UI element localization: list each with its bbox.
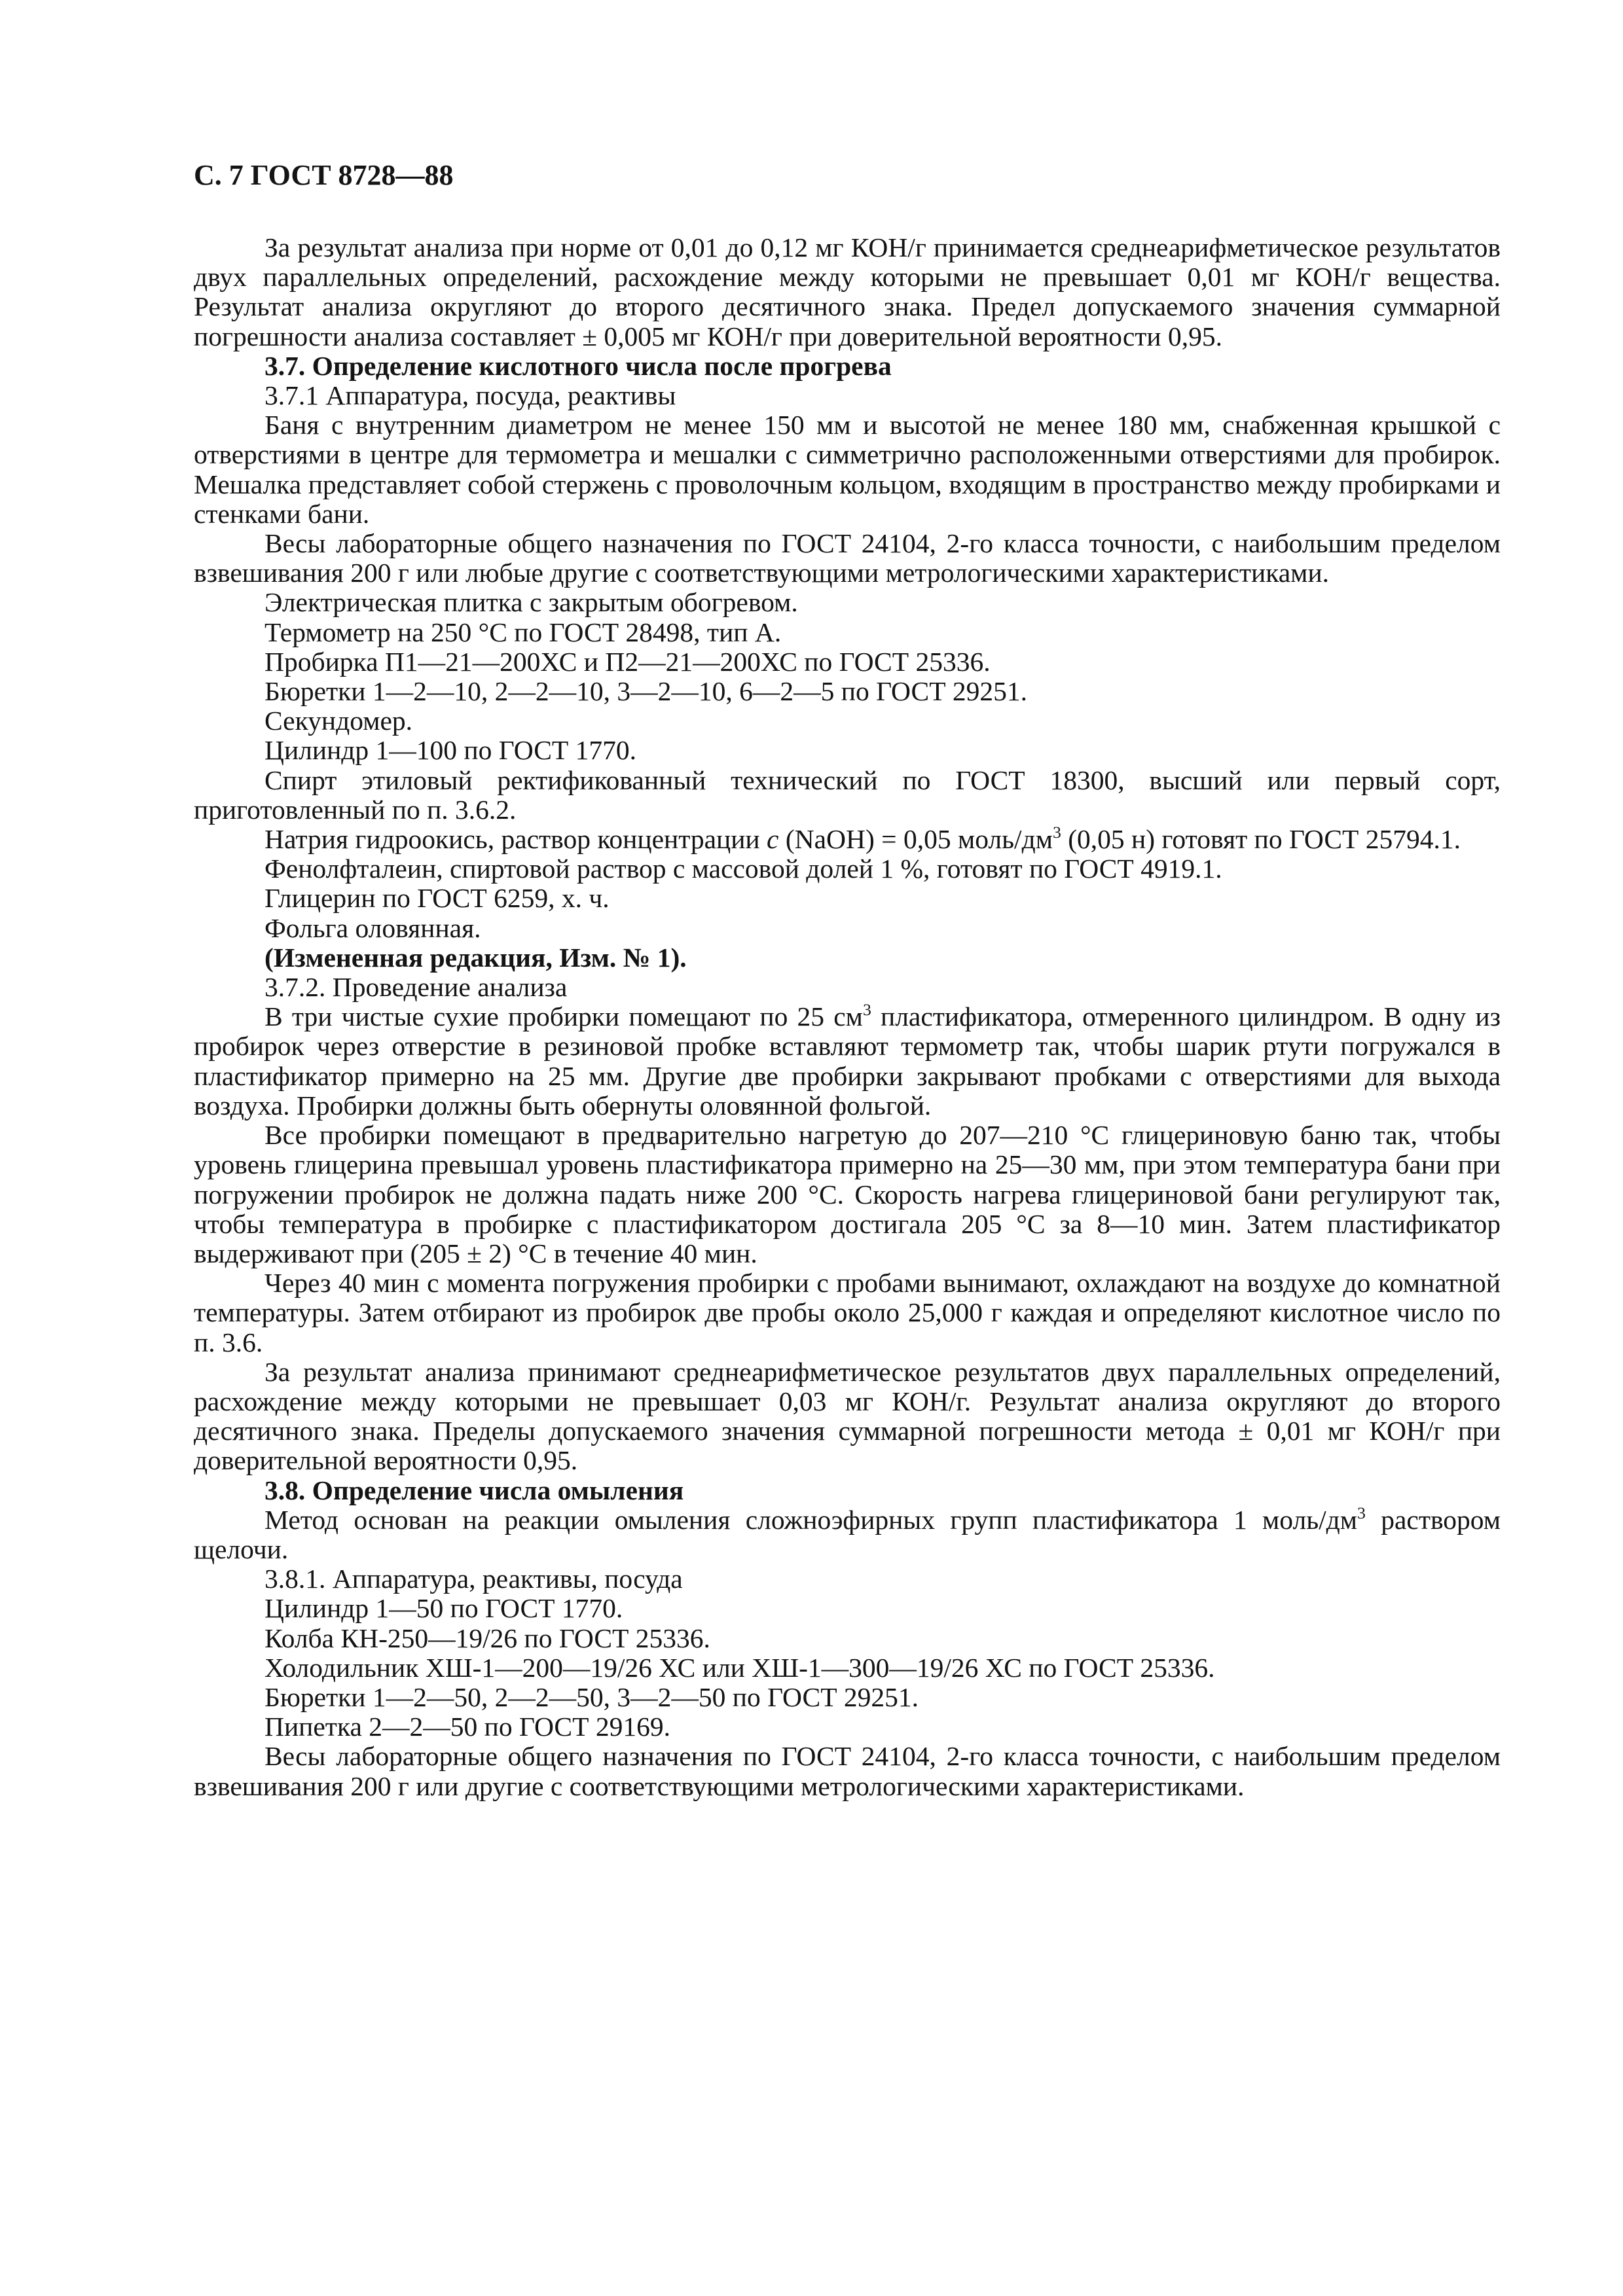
paragraph: Баня с внутренним диаметром не менее 150 мм и высотой не менее 180 мм, снабженная крышкой с отверстиями в центре для термометра и мешалки с симметрично расположенными отверстиями для пробирок. Мешалка представляет собой стержень с проволочным кольцом, входящим в пространство между пробирками и стенками бани.: [194, 410, 1501, 529]
list-item: Пробирка П1—21—200ХС и П2—21—200ХС по ГОСТ 25336.: [264, 646, 991, 677]
subsection-heading: 3.7.2. Проведение анализа: [264, 972, 568, 1003]
document-body: [194, 233, 1501, 1801]
list-item: Пипетка 2—2—50 по ГОСТ 29169.: [264, 1712, 670, 1742]
section-heading: 3.7. Определение кислотного числа после прогрева: [264, 350, 892, 381]
list-item: Глицерин по ГОСТ 6259, х. ч.: [264, 883, 610, 914]
paragraph: Натрия гидроокись, раствор концентрации c (NaOH) = 0,05 моль/$дм^3$ (0,05 н) готовят по ГОСТ 25794.1.: [264, 823, 1461, 855]
paragraph: Метод основан на реакции омыления сложноэфирных групп пластификатора 1 моль/$дм^3$ раствором щелочи.: [194, 1503, 1501, 1564]
paragraph: Спирт этиловый ректификованный технический по ГОСТ 18300, высший или первый сорт, приготовленный по п. 3.6.2.: [194, 764, 1501, 825]
paragraph: За результат анализа принимают среднеарифметическое результатов двух параллельных определений, расхождение между которыми не превышает 0,03 мг КОН/г. Результат анализа округляют до второго десятичного знака. Пределы допускаемого значения суммарной погрешности метода ± 0,01 мг КОН/г при доверительной вероятности 0,95.: [194, 1356, 1501, 1476]
list-item: Секундомер.: [264, 706, 413, 736]
paragraph: Через 40 мин с момента погружения пробирки с пробами вынимают, охлаждают на воздухе до комнатной температуры. Затем отбирают из пробирок две пробы около 25,000 г каждая и определяют кислотное число по п. 3.6.: [194, 1268, 1501, 1357]
list-item: Цилиндр 1—100 по ГОСТ 1770.: [264, 735, 636, 766]
list-item: Цилиндр 1—50 по ГОСТ 1770.: [264, 1593, 623, 1624]
subsection-heading: 3.8.1. Аппаратура, реактивы, посуда: [264, 1564, 683, 1594]
paragraph: За результат анализа при норме от 0,01 до 0,12 мг КОН/г принимается среднеарифметическое результатов двух параллельных определений, расхождение между которыми не превышает 0,01 мг КОН/г вещества. Результат анализа округляют до второго десятичного знака. Предел допускаемого значения суммарной погрешности анализа составляет ± 0,005 мг КОН/г при доверительной вероятности 0,95.: [194, 232, 1501, 351]
paragraph: В три чистые сухие пробирки помещают по 25 $см^3$ пластификатора, отмеренного цилиндром. В одну из пробирок через отверстие в резиновой пробке вставляют термометр так, чтобы шарик ртути погружался в пластификатор примерно на 25 мм. Другие две пробирки закрывают пробками с отверстиями для выхода воздуха. Пробирки должны быть обернуты оловянной фольгой.: [194, 1000, 1501, 1121]
subsection-heading: 3.7.1 Аппаратура, посуда, реактивы: [264, 380, 676, 411]
paragraph: Все пробирки помещают в предварительно нагретую до 207—210 °С глицериновую баню так, чтобы уровень глицерина превышал уровень пластификатора примерно на 25—30 мм, при этом температура бани при погружении пробирок не должна падать ниже 200 °С. Скорость нагрева глицериновой бани регулируют так, чтобы температура в пробирке с пластификатором достигала 205 °С за 8—10 мин. Затем пластификатор выдерживают при (205 ± 2) °С в течение 40 мин.: [194, 1120, 1501, 1268]
list-item: Колба КН-250—19/26 по ГОСТ 25336.: [264, 1623, 710, 1653]
amendment-note: (Измененная редакция, Изм. № 1).: [264, 942, 687, 973]
list-item: Электрическая плитка с закрытым обогревом.: [264, 587, 798, 618]
list-item: Термометр на 250 °С по ГОСТ 28498, тип А.: [264, 617, 782, 647]
list-item: Холодильник ХШ-1—200—19/26 ХС или ХШ-1—300—19/26 ХС по ГОСТ 25336.: [264, 1652, 1215, 1683]
paragraph: Весы лабораторные общего назначения по ГОСТ 24104, 2-го класса точности, с наибольшим пределом взвешивания 200 г или другие с соответствующими метрологическими характеристиками.: [194, 1741, 1501, 1801]
list-item: Бюретки 1—2—10, 2—2—10, 3—2—10, 6—2—5 по ГОСТ 29251.: [264, 676, 1028, 707]
list-item: Фольга оловянная.: [264, 912, 481, 943]
page-header: С. 7 ГОСТ 8728—88: [194, 159, 454, 191]
list-item: Бюретки 1—2—50, 2—2—50, 3—2—50 по ГОСТ 29251.: [264, 1681, 919, 1712]
section-heading: 3.8. Определение числа омыления: [264, 1475, 684, 1505]
list-item: Фенолфталеин, спиртовой раствор с массовой долей 1 %, готовят по ГОСТ 4919.1.: [264, 853, 1222, 884]
paragraph: Весы лабораторные общего назначения по ГОСТ 24104, 2-го класса точности, с наибольшим пределом взвешивания 200 г или любые другие с соответствующими метрологическими характеристиками.: [194, 528, 1501, 588]
